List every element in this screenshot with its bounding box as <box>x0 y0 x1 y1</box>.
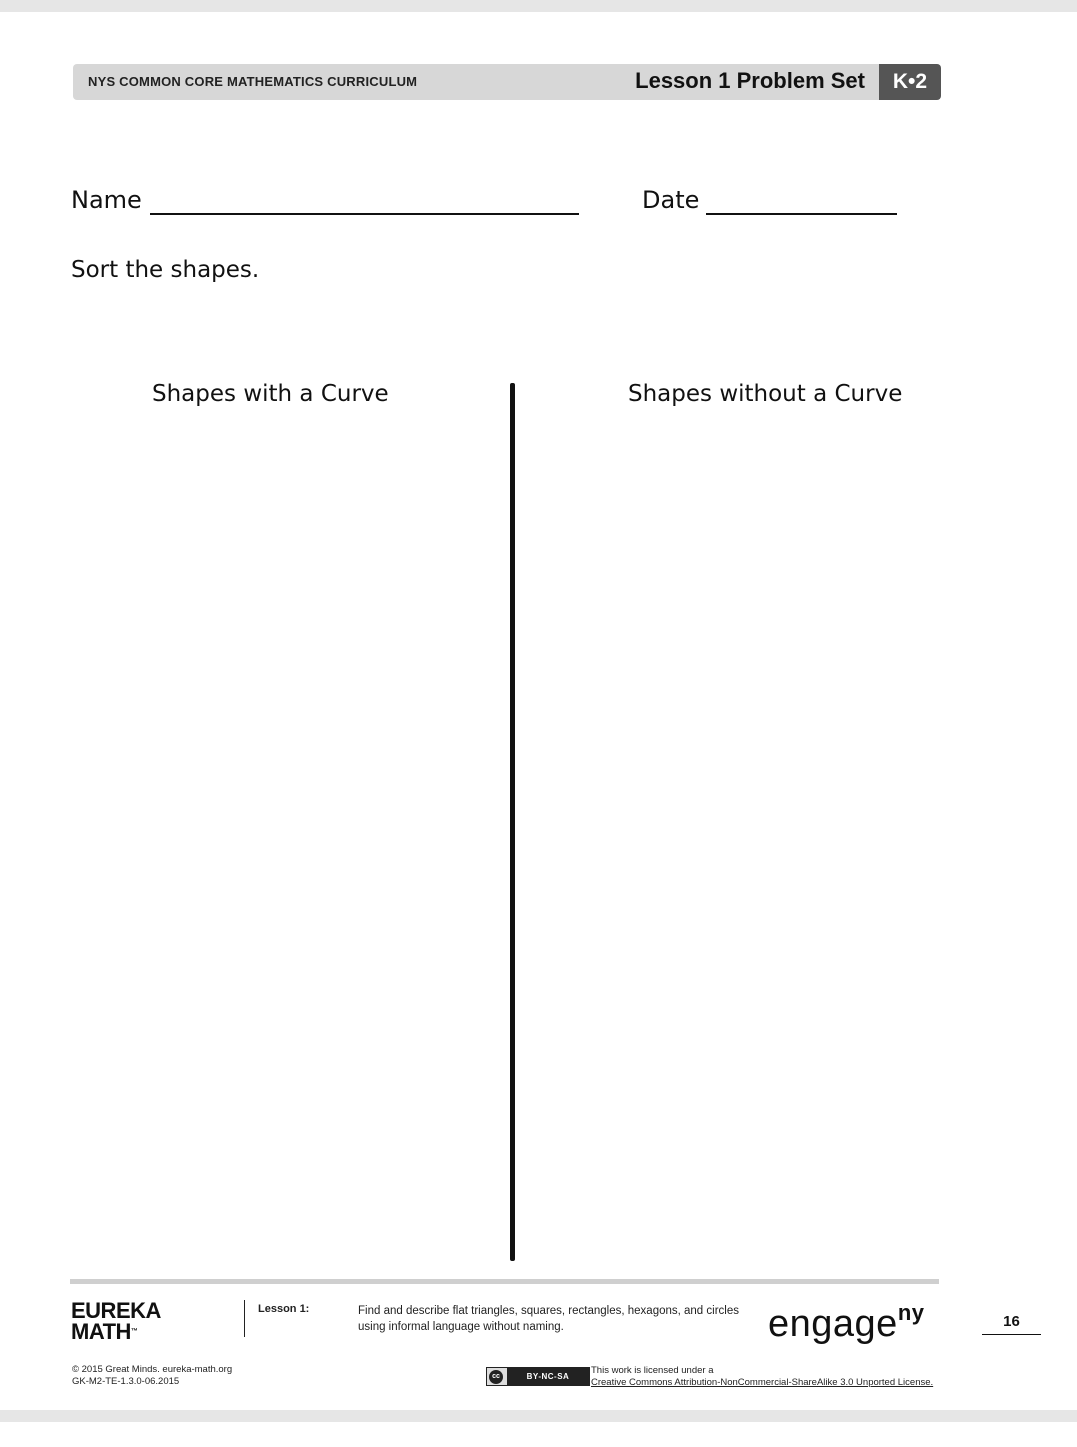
page-bottom-edge <box>0 1410 1077 1422</box>
date-field-line[interactable] <box>706 213 897 215</box>
copyright <box>72 1364 232 1388</box>
logo-tm: ™ <box>130 1328 138 1335</box>
logo-line2: MATH <box>71 1319 131 1344</box>
instructions: Sort the shapes. <box>71 257 260 283</box>
footer-rule <box>70 1279 939 1284</box>
page-top-edge <box>0 0 1077 12</box>
copyright-line1: © 2015 Great Minds. eureka-math.org <box>72 1364 233 1375</box>
license-link[interactable]: Creative Commons Attribution-NonCommercial-ShareAlike 3.0 Unported License. <box>591 1377 934 1388</box>
footer-lesson-description: Find and describe flat triangles, squares, rectangles, hexagons, and circles using informal language without naming. <box>358 1305 739 1333</box>
copyright-line2: GK-M2-TE-1.3.0-06.2015 <box>72 1376 180 1387</box>
page-number-underline <box>982 1334 1041 1335</box>
column-heading-with-curve: Shapes with a Curve <box>152 381 389 407</box>
name-field-line[interactable] <box>150 213 579 215</box>
column-heading-without-curve: Shapes without a Curve <box>628 381 903 407</box>
license-line1: This work is licensed under a <box>591 1365 714 1376</box>
cc-badge-text: BY-NC-SA <box>507 1368 589 1385</box>
engage-sup: ny <box>897 1300 925 1325</box>
cc-license-badge <box>486 1367 590 1386</box>
footer-separator <box>244 1300 245 1337</box>
header-curriculum: NYS COMMON CORE MATHEMATICS CURRICULUM <box>88 74 418 89</box>
header-lesson-title: Lesson 1 Problem Set <box>635 68 865 93</box>
engageny-logo <box>768 1300 925 1346</box>
name-label: Name <box>71 186 142 214</box>
eureka-math-logo <box>71 1300 161 1342</box>
date-label: Date <box>642 186 700 214</box>
page-number: 16 <box>1003 1313 1020 1330</box>
license-text <box>591 1365 933 1389</box>
cc-icon: cc <box>489 1370 503 1384</box>
engage-text: engage <box>768 1303 898 1345</box>
footer-lesson-label: Lesson 1: <box>258 1303 310 1315</box>
logo-line1: EUREKA <box>71 1298 161 1323</box>
sort-divider-line <box>510 383 515 1261</box>
grade-badge: K•2 <box>879 64 941 100</box>
